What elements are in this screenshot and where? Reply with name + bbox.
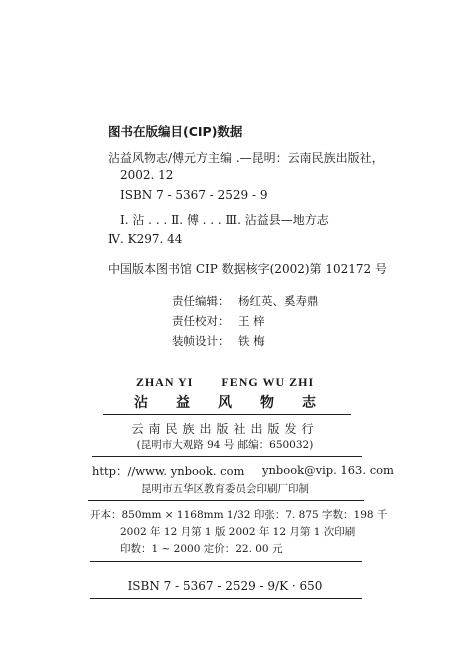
cip-subjects-line: Ⅰ. 沾 . . . Ⅱ. 傅 . . . Ⅲ. 沾益县—地方志 <box>120 213 329 227</box>
isbn-bottom: ISBN 7 - 5367 - 2529 - 9/K · 650 <box>127 579 323 593</box>
cip-heading: 图书在版编目(CIP)数据 <box>108 124 243 139</box>
book-title-char: 物 <box>260 395 274 411</box>
publisher-email: ynbook@vip. 163. com <box>262 463 394 477</box>
cip-isbn-line: ISBN 7 - 5367 - 2529 - 9 <box>120 188 268 202</box>
credit-value: 铁 梅 <box>238 334 265 348</box>
spec-format-line: 开本：850mm × 1168mm 1/32 印张：7. 875 字数：198 千 <box>90 509 388 521</box>
credit-label: 责任校对： <box>172 314 230 328</box>
credit-editor-row <box>172 293 319 309</box>
credit-label: 装帧设计： <box>172 334 230 348</box>
publisher-address: (昆明市大观路 94 号 邮编：650032) <box>136 439 314 451</box>
spec-print-run-line: 印数：1 ~ 2000 定价：22. 00 元 <box>120 543 283 555</box>
book-title-char: 风 <box>218 395 232 411</box>
divider-line <box>92 456 362 457</box>
book-title-chinese <box>0 392 450 412</box>
book-title-char: 沾 <box>134 395 148 411</box>
divider-line <box>103 414 351 415</box>
cip-class-line: Ⅳ. K297. 44 <box>108 232 183 246</box>
divider-line <box>88 500 364 501</box>
divider-line <box>90 598 362 599</box>
credit-value: 王 梓 <box>238 314 265 328</box>
credit-proofreader-row <box>172 313 265 329</box>
printer-name: 昆明市五华区教育委员会印刷厂印制 <box>141 483 309 495</box>
credit-label: 责任编辑： <box>172 294 230 308</box>
book-title-latin-part: FENG WU ZHI <box>221 375 315 389</box>
book-title-latin-part: ZHAN YI <box>135 375 194 389</box>
credit-designer-row <box>172 333 265 349</box>
divider-line <box>90 561 362 562</box>
book-title-latin <box>0 375 450 390</box>
publisher-name: 云南民族出版社出版发行 <box>131 422 319 436</box>
cip-verification-line: 中国版本图书馆 CIP 数据核字(2002)第 102172 号 <box>108 262 387 276</box>
book-title-char: 益 <box>176 395 190 411</box>
publisher-website: http：//www. ynbook. com <box>92 464 245 478</box>
cip-catalog-line-1: 沾益风物志/傅元方主编 .—昆明：云南民族出版社， <box>108 151 384 165</box>
cip-catalog-line-2: 2002. 12 <box>120 168 174 182</box>
book-title-char: 志 <box>302 395 316 411</box>
credit-value: 杨红英、奚寿鼎 <box>238 294 319 308</box>
spec-edition-line: 2002 年 12 月第 1 版 2002 年 12 月第 1 次印刷 <box>120 526 356 538</box>
